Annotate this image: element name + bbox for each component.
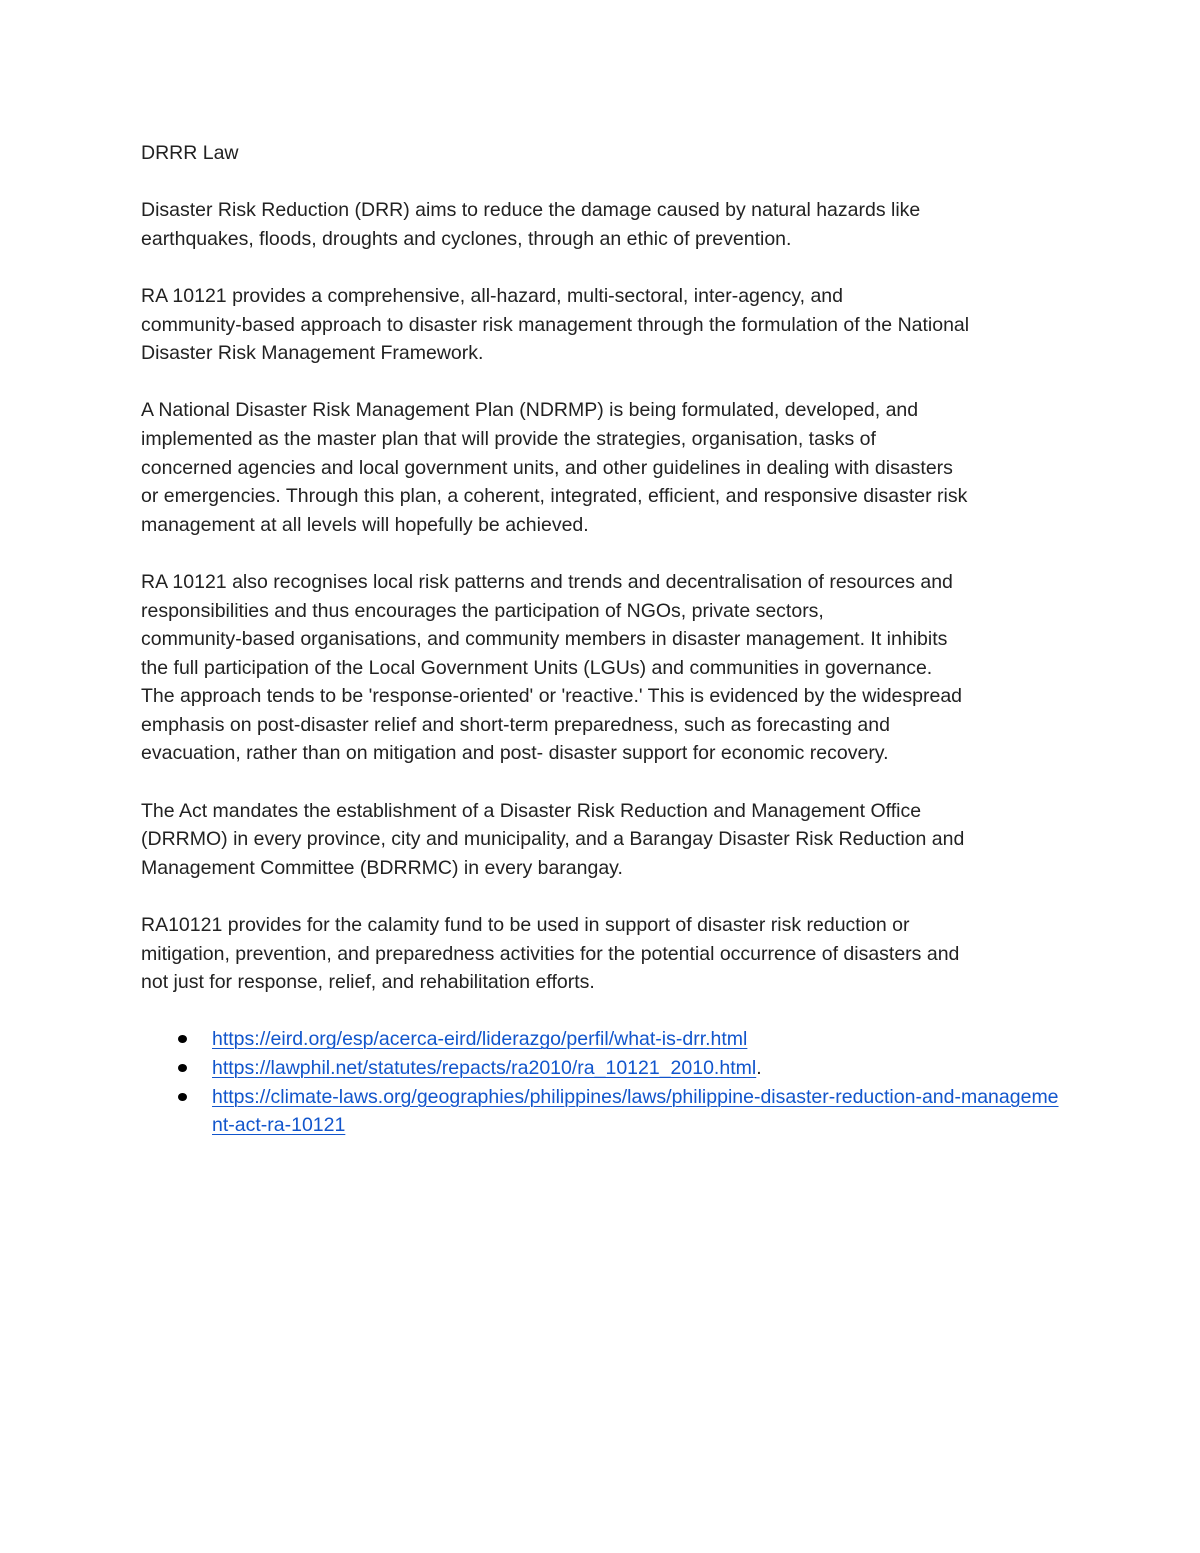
paragraph-drr-definition: Disaster Risk Reduction (DRR) aims to reduce the damage caused by natural hazards like earthquakes, floods, droughts and cyclones, through an ethic of prevention. xyxy=(141,199,921,250)
reference-item xyxy=(141,1025,1066,1054)
reference-list xyxy=(141,1025,1066,1139)
reference-link-lawphil[interactable]: https://lawphil.net/statutes/repacts/ra2010/ra_10121_2010.html xyxy=(212,1057,757,1079)
bullet-icon xyxy=(178,1064,187,1072)
paragraph-local-risk-patterns: RA 10121 also recognises local risk patterns and trends and decentralisation of resources and responsibilities and thus encourages the participation of NGOs, private sectors, community-based organisations, and community members in disaster management. It inhibits the full participation of the Local Government Units (LGUs) and communities in governance. The approach tends to be 'response-oriented' or 'reactive.' This is evidenced by the widespread emphasis on post-disaster relief and short-term preparedness, such as forecasting and evacuation, rather than on mitigation and post- disaster support for economic recovery. xyxy=(141,570,963,765)
paragraph-ra10121-approach: RA 10121 provides a comprehensive, all-hazard, multi-sectoral, inter-agency, and community-based approach to disaster risk management through the formulation of the National Disaster Risk Management Framework. xyxy=(141,284,970,365)
paragraph-ndrmp: A National Disaster Risk Management Plan (NDRMP) is being formulated, developed, and implemented as the master plan that will provide the strategies, organisation, tasks of concerned agencies and local government units, and other guidelines in dealing with disasters or emergencies. Through this plan, a coherent, integrated, efficient, and responsive disaster risk management at all levels will hopefully be achieved. xyxy=(141,399,968,536)
paragraph-drrmo-mandate: The Act mandates the establishment of a Disaster Risk Reduction and Management Office (DRRMO) in every province, city and municipality, and a Barangay Disaster Risk Reduction and Management Committee (BDRRMC) in every barangay. xyxy=(141,799,965,879)
bullet-icon xyxy=(178,1093,187,1101)
reference-item xyxy=(141,1083,1066,1140)
reference-suffix: . xyxy=(756,1057,762,1079)
paragraph-calamity-fund: RA10121 provides for the calamity fund to be used in support of disaster risk reduction or mitigation, prevention, and preparedness activities for the potential occurrence of disasters and not just for response, relief, and rehabilitation efforts. xyxy=(141,914,960,994)
reference-link-climate-laws[interactable]: https://climate-laws.org/geographies/philippines/laws/philippine-disaster-reduction-and-management-act-ra-10121 xyxy=(212,1085,1059,1137)
reference-item xyxy=(141,1054,1066,1083)
document-title: DRRR Law xyxy=(141,142,239,164)
reference-link-eird[interactable]: https://eird.org/esp/acerca-eird/liderazgo/perfil/what-is-drr.html xyxy=(212,1028,748,1051)
bullet-icon xyxy=(178,1035,187,1043)
document-body xyxy=(141,139,1066,1140)
